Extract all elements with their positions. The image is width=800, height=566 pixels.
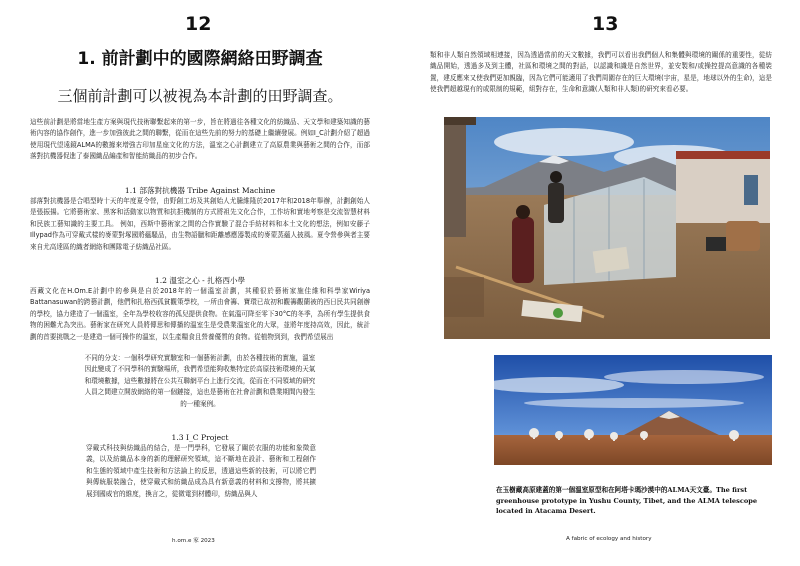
page-number-right: 13 (592, 13, 619, 35)
photo-caption: 在玉樹藏高原建蓋的第一個溫室原型和在阿塔卡瑪沙漠中的ALMA天文臺。The first greenhouse prototype in Yushu County, Tibet, and the ALMA telescope located in Atacama Desert. (496, 486, 758, 515)
footer-right: A fabric of ecology and history (566, 536, 652, 542)
intro-paragraph: 這些前計劃是將當地生產方案與現代技術聯繫起來的第一步，旨在將過往各種文化的紡織品、天文學和建築知識的藝術內容的協作創作，進一步加強彼此之間的聯繫，從而在這些先前的努力的基礎上繼續發展。例如I_C計劃介紹了超過使用現代望遠鏡ALMA的數據來增強古印加星座文化的方法，溫室之心計劃建立了高原農業與藝術之間的合作，而部落對抗機器促進了泰國織品編產和智能紡織品的初步合作。 (30, 118, 370, 161)
section3-paragraph: 穿戴式科技與紡織品的結合，是一門學科，它發展了關於衣服的功能和象徵意義，以及紡織品本身的新的理解研究領域，這不斷地在設計、藝術和工程創作和生態的領域中產生技術和方法論上的反思，透過這些新的技術，可以將它們與傳統服裝融合，使穿戴式和紡織品成為具有新意義的材料和支撐物，將其擴展到國威官的維度，換言之，從微電到材體印，紡織品與人 (86, 444, 316, 498)
section3-heading: 1.3 I_C Project (171, 433, 229, 442)
greenhouse-photo (444, 117, 770, 339)
page-number-left: 12 (185, 13, 212, 35)
alma-telescope-photo (494, 355, 772, 465)
footer-left: h.om.e 家 2023 (172, 538, 215, 544)
continued-paragraph: 類和非人類自然領域相連接，因為透過當前的天文數據，我們可以看出我們個人和集體與環境的關係的重要性，從紡織品開始，透過多及到主體，社區和環境之間的對話，以認識和識是自然世界，並安製和/或操控提高意識的各種裝置，建反應來又使我們更加親臨，因為它們可能適用了我們周圍存在的巨大環境(宇宙，星是，地球以外的生命)，這是使我們超越現有的或限制的規範，組對存在，生命和意識(人類和非人類)的研究來看必要。 (430, 51, 772, 94)
section-title: 1. 前計劃中的國際網絡田野調查 (77, 49, 323, 69)
right-page (400, 0, 800, 566)
section2-paragraph-a: 西藏文化在H.Om.E計劃中的參與是自於2018年的一個溫室計劃，其種很於藝術家施佳維和科學家Wiriya Battanasuwan的跨藝計劃，他們和扎格西孤貧觀策學校，一所由會籌、寶環已故初和觀籌觀蘭被的西日民共同創辦的學校，協力建造了一個溫室，全年為學校收容的孤兒提供食物。在氣溫可降至零下30°C的冬季，為所有學生提供食物的困難尤為突出。藝術家在研究人員將傳思和傳播的溫室生是受農業溫室化的大眾，並將年度持高效，因此，統計劃的首要挑戰之一是建造一個可操作的溫室，以生產糧食且營養優質的食物。從植物到到，我們希望展出 (30, 287, 370, 341)
section2-paragraph-b: 不同的分支：一個科學研究實驗室和一個藝術計劃，由於各種技術的實施，溫室因此變成了不同學科的實驗場所，我們希望能夠收集特定於高原技術環境的天氣和環境數據，這些數據將在公共互聯網平台上進行交流，從而在不同領域的研究人員之間建立開放網絡的第一個鏈接，這也是藝術在社會計劃和農業期間內發生的一種案例。 (84, 354, 316, 408)
section-subtitle: 三個前計劃可以被視為本計劃的田野調查。 (57, 87, 343, 105)
section1-heading: 1.1 部落對抗機器 Tribe Against Machine (124, 186, 276, 195)
section1-paragraph: 部落對抗機器是合唱型時十天的年度夏令營，由野創工坊及其創始人尤騰維隆於2017年和2018年舉辦，計劃創始人是張振揚。它將藝術家、黑客和活動家以物質和抗拒機制的方式將祖先文化合作，工作坊和實地考察是交流智慧材料和民族工藝知識的主要工具。 例如，西斯中藝術家之間的合作實驗了混合手紡材料和本土文化的想法，例如安藤子Illypad作為可穿戴式樣的麥蒙對塚國將蘊騷品，由生物語臘和距離感應器製成的麥蒙蒸蘊人披風。夏令營參與者主要來自尤高達區的織者網絡和團隊電子紡織品社區。 (30, 197, 370, 251)
section2-heading: 1.2 溫室之心 - 扎格西小學 (154, 276, 246, 285)
